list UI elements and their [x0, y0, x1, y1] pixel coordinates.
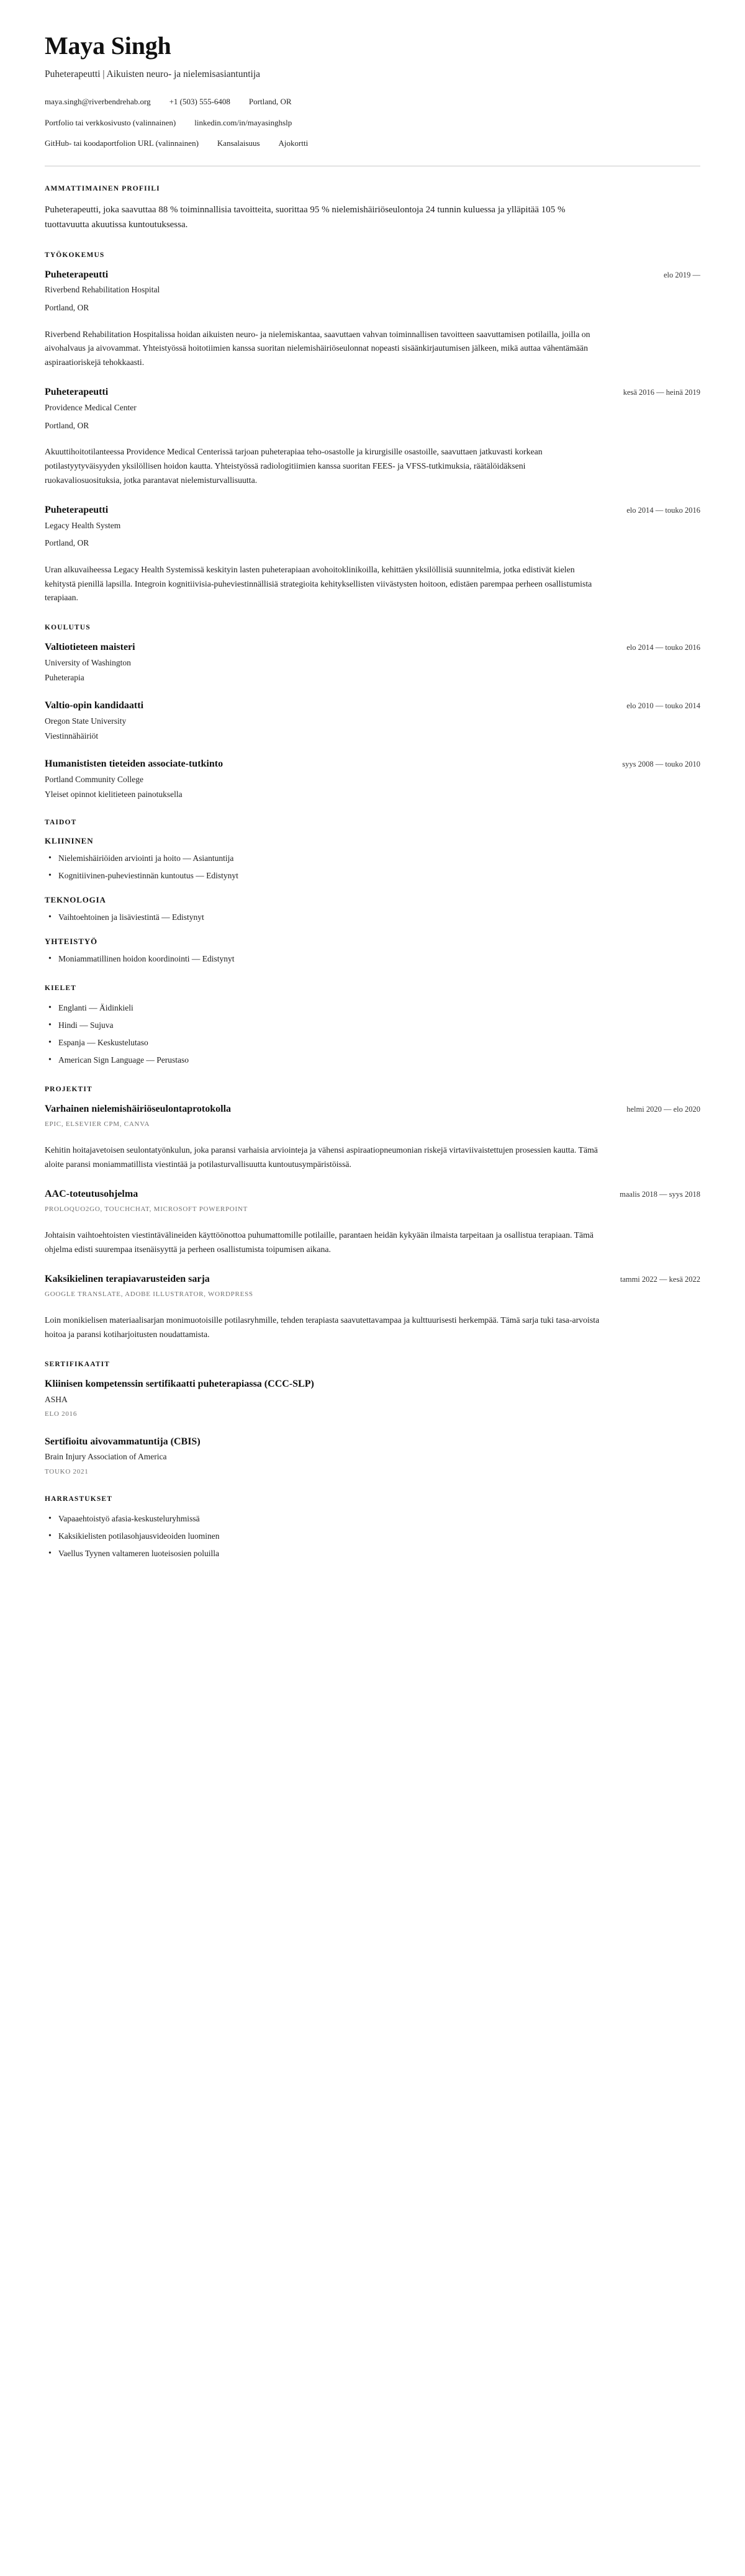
- project-date: maalis 2018 — syys 2018: [620, 1189, 700, 1199]
- job-location: Portland, OR: [45, 420, 89, 430]
- certification-entry: [45, 1378, 700, 1420]
- section-title-languages: KIELET: [45, 984, 77, 992]
- section-certifications: [45, 1361, 700, 1477]
- certification-date: ELO 2016: [45, 1410, 78, 1418]
- project-entry: [45, 1188, 700, 1257]
- certification-issuer: Brain Injury Association of America: [45, 1452, 167, 1462]
- hobby-item: • Vapaaehtoistyö afasia-keskusteluryhmissä: [45, 1513, 700, 1526]
- section-title-profile: AMMATTIMAINEN PROFIILI: [45, 184, 160, 192]
- job-description: Uran alkuvaiheessa Legacy Health Systemissä keskityin lasten puheterapiaan avohoitoklinikoilla, kehittäen yksilöllisiä suunnitelmia, jotka edistivät kielen kehitystä pienillä lapsilla. Integroin kognitiivisia-puheviestinnällisiä strategioita kehityksellisten viivästysten hoitoon, edistäen parempaa perheen osallistumista terapiaan.: [45, 564, 592, 603]
- degree-name: Valtio-opin kandidaatti: [45, 700, 144, 711]
- education-entry-head: [45, 758, 700, 771]
- school-name: Oregon State University: [45, 716, 127, 726]
- skill-list: [45, 911, 700, 924]
- job-organization: Legacy Health System: [45, 520, 121, 530]
- school-name: Portland Community College: [45, 775, 143, 784]
- hobby-list: [45, 1513, 700, 1560]
- candidate-tagline: Puheterapeutti | Aikuisten neuro- ja nielemisasiantuntija: [45, 68, 261, 79]
- section-title-education: KOULUTUS: [45, 624, 91, 632]
- degree-date: elo 2010 — touko 2014: [626, 701, 700, 711]
- certification-name: Kliinisen kompetenssin sertifikaatti puheterapiassa (CCC-SLP): [45, 1378, 314, 1389]
- degree-name: Humanististen tieteiden associate-tutkinto: [45, 759, 224, 770]
- language-item: • American Sign Language — Perustaso: [45, 1054, 700, 1067]
- contact-location: Portland, OR: [248, 97, 292, 107]
- job-date: elo 2014 — touko 2016: [626, 505, 700, 515]
- project-tech-stack: GOOGLE TRANSLATE, ADOBE ILLUSTRATOR, WORDPRESS: [45, 1290, 253, 1299]
- contact-linkedin[interactable]: linkedin.com/in/mayasinghslp: [194, 117, 292, 127]
- job-location: Portland, OR: [45, 538, 89, 548]
- project-entry-head: [45, 1188, 700, 1201]
- project-entry-head: [45, 1273, 700, 1286]
- project-description: Kehitin hoitajavetoisen seulontatyönkulun, joka paransi varhaisia arviointeja ja vähensi aspiraatiopneumonian riskejä virtaviivaistettujen prosessien kautta. Tämä aloite paransi moniammatillista viestintää ja potilasturvallisuutta kuntoutusympäristöissä.: [45, 1145, 598, 1169]
- project-date: tammi 2022 — kesä 2022: [620, 1274, 700, 1284]
- education-entry: [45, 641, 700, 683]
- skill-list: [45, 953, 700, 966]
- contact-row-3: [45, 137, 700, 150]
- section-title-certifications: SERTIFIKAATIT: [45, 1360, 111, 1368]
- field-of-study: Puheterapia: [45, 672, 84, 682]
- job-location: Portland, OR: [45, 302, 89, 312]
- project-name: Kaksikielinen terapiavarusteiden sarja: [45, 1273, 210, 1284]
- education-entry-head: [45, 641, 700, 654]
- candidate-name: Maya Singh: [45, 32, 171, 60]
- certification-date: TOUKO 2021: [45, 1467, 89, 1475]
- section-education: [45, 624, 700, 800]
- skill-group-clinical: [45, 836, 700, 883]
- contact-email[interactable]: maya.singh@riverbendrehab.org: [45, 97, 151, 107]
- degree-name: Valtiotieteen maisteri: [45, 642, 135, 653]
- job-description: Akuuttihoitotilanteessa Providence Medical Centerissä tarjoan puheterapiaa teho-osastolle ja kirurgisille osastoille, saavuttaen jatkuvasti korkean potilastyytyväisyyden yksilöllisen hoidon kautta. Yhteistyössä radiologitiimien kanssa suoritan FEES- ja VFSS-tutkimuksia, räätälöidäkseni ruokavaliosuosituksia, jotka parantavat nielemisturvallisuutta.: [45, 447, 543, 485]
- job-date: elo 2019 —: [663, 270, 700, 279]
- certification-name: Sertifioitu aivovammatuntija (CBIS): [45, 1436, 201, 1447]
- degree-date: syys 2008 — touko 2010: [622, 760, 700, 769]
- skill-item: • Moniammatillinen hoidon koordinointi — Edistynyt: [45, 953, 700, 966]
- experience-entry-head: [45, 269, 700, 282]
- experience-entry-head: [45, 504, 700, 517]
- certification-entry: [45, 1436, 700, 1477]
- skill-group-collaboration: [45, 937, 700, 966]
- language-list: [45, 1002, 700, 1067]
- hobby-item: • Kaksikielisten potilasohjausvideoiden luominen: [45, 1530, 700, 1543]
- skill-group-technology: [45, 895, 700, 924]
- contact-driving-license: Ajokortti: [278, 138, 309, 148]
- skill-list: [45, 852, 700, 883]
- job-role: Puheterapeutti: [45, 504, 109, 515]
- project-tech-stack: PROLOQUO2GO, TOUCHCHAT, MICROSOFT POWERPOINT: [45, 1205, 248, 1214]
- project-name: Varhainen nielemishäiriöseulontaprotokolla: [45, 1103, 232, 1114]
- education-entry-head: [45, 700, 700, 713]
- job-organization: Riverbend Rehabilitation Hospital: [45, 285, 160, 295]
- section-languages: [45, 984, 700, 1067]
- experience-entry-head: [45, 386, 700, 399]
- skill-item: • Kognitiivinen-puheviestinnän kuntoutus — Edistynyt: [45, 870, 700, 883]
- language-item: • Hindi — Sujuva: [45, 1019, 700, 1032]
- experience-entry: [45, 504, 700, 606]
- job-description: Riverbend Rehabilitation Hospitalissa hoidan aikuisten neuro- ja nielemiskantaa, saavuttaen vahvan toiminnallisen tavoitteen saavuttamisen potilailla, joilla on aivohalvaus ja aivovammat. Yhteistyössä hoitotiimien kanssa suoritan nielemishäiriöseulonnat nopeasti sisäänkirjautumisen jälkeen, mikä auttaa vähentämään aspiraatioriskejä tehokkaasti.: [45, 329, 590, 367]
- job-role: Puheterapeutti: [45, 387, 109, 398]
- project-entry: [45, 1273, 700, 1342]
- skill-group-title: KLIININEN: [45, 836, 94, 846]
- section-hobbies: [45, 1495, 700, 1560]
- education-entry: [45, 700, 700, 742]
- experience-entry: [45, 269, 700, 371]
- section-title-skills: TAIDOT: [45, 819, 77, 827]
- project-name: AAC-toteutusohjelma: [45, 1188, 138, 1199]
- contact-citizenship: Kansalaisuus: [217, 138, 260, 148]
- skill-item: • Vaihtoehtoinen ja lisäviestintä — Edistynyt: [45, 911, 700, 924]
- project-date: helmi 2020 — elo 2020: [626, 1104, 700, 1114]
- school-name: University of Washington: [45, 658, 131, 668]
- skill-item: • Nielemishäiriöiden arviointi ja hoito — Asiantuntija: [45, 852, 700, 865]
- degree-date: elo 2014 — touko 2016: [626, 643, 700, 652]
- project-entry-head: [45, 1103, 700, 1116]
- contact-phone[interactable]: +1 (503) 555-6408: [169, 97, 230, 107]
- project-tech-stack: EPIC, ELSEVIER CPM, CANVA: [45, 1120, 150, 1128]
- project-description: Johtaisin vaihtoehtoisten viestintävälineiden käyttöönottoa puhumattomille potilaille, parantaen heidän kykyään ilmaista tarpeitaan ja osallistua terapiaan. Tämä ohjelma edisti suurempaa itsenäisyyttä ja perheen osallistumista toipumisen aikana.: [45, 1230, 594, 1254]
- certification-issuer: ASHA: [45, 1394, 68, 1404]
- experience-entry: [45, 386, 700, 488]
- contact-github[interactable]: GitHub- tai koodaportfolion URL (valinnainen): [45, 138, 199, 148]
- skill-group-title: YHTEISTYÖ: [45, 936, 97, 946]
- profile-summary: Puheterapeutti, joka saavuttaa 88 % toiminnallisia tavoitteita, suorittaa 95 % nielemishäiriöseulontoja 24 tunnin kuluessa ja ylläpitää 105 % tuottavuutta akuutissa kuntoutuksessa.: [45, 204, 566, 230]
- language-item: • Englanti — Äidinkieli: [45, 1002, 700, 1015]
- section-title-experience: TYÖKOKEMUS: [45, 251, 105, 259]
- language-item: • Espanja — Keskustelutaso: [45, 1037, 700, 1050]
- section-projects: [45, 1086, 700, 1342]
- project-description: Loin monikielisen materiaalisarjan monimuotoisille potilasryhmille, tehden terapiasta saavutettavampaa ja kulttuurisesti herkempää. Tämä sarja tuki tasa-arvoista hoitoa ja paransi kotiharjoitusten noudattamista.: [45, 1315, 600, 1339]
- resume-header: [45, 32, 700, 166]
- contact-row-1: [45, 96, 700, 108]
- field-of-study: Yleiset opinnot kielitieteen painotuksella: [45, 789, 183, 799]
- contact-row-2: [45, 117, 700, 129]
- section-title-projects: PROJEKTIT: [45, 1085, 93, 1093]
- job-organization: Providence Medical Center: [45, 402, 137, 412]
- job-date: kesä 2016 — heinä 2019: [623, 388, 700, 397]
- section-profile: [45, 185, 700, 233]
- field-of-study: Viestinnähäiriöt: [45, 731, 99, 741]
- job-role: Puheterapeutti: [45, 269, 109, 280]
- skill-group-title: TEKNOLOGIA: [45, 894, 106, 904]
- section-skills: [45, 819, 700, 966]
- project-entry: [45, 1103, 700, 1172]
- education-entry: [45, 758, 700, 800]
- section-experience: [45, 251, 700, 606]
- section-title-hobbies: HARRASTUKSET: [45, 1495, 113, 1503]
- contact-portfolio[interactable]: Portfolio tai verkkosivusto (valinnainen): [45, 117, 176, 127]
- hobby-item: • Vaellus Tyynen valtameren luoteisosien poluilla: [45, 1547, 700, 1560]
